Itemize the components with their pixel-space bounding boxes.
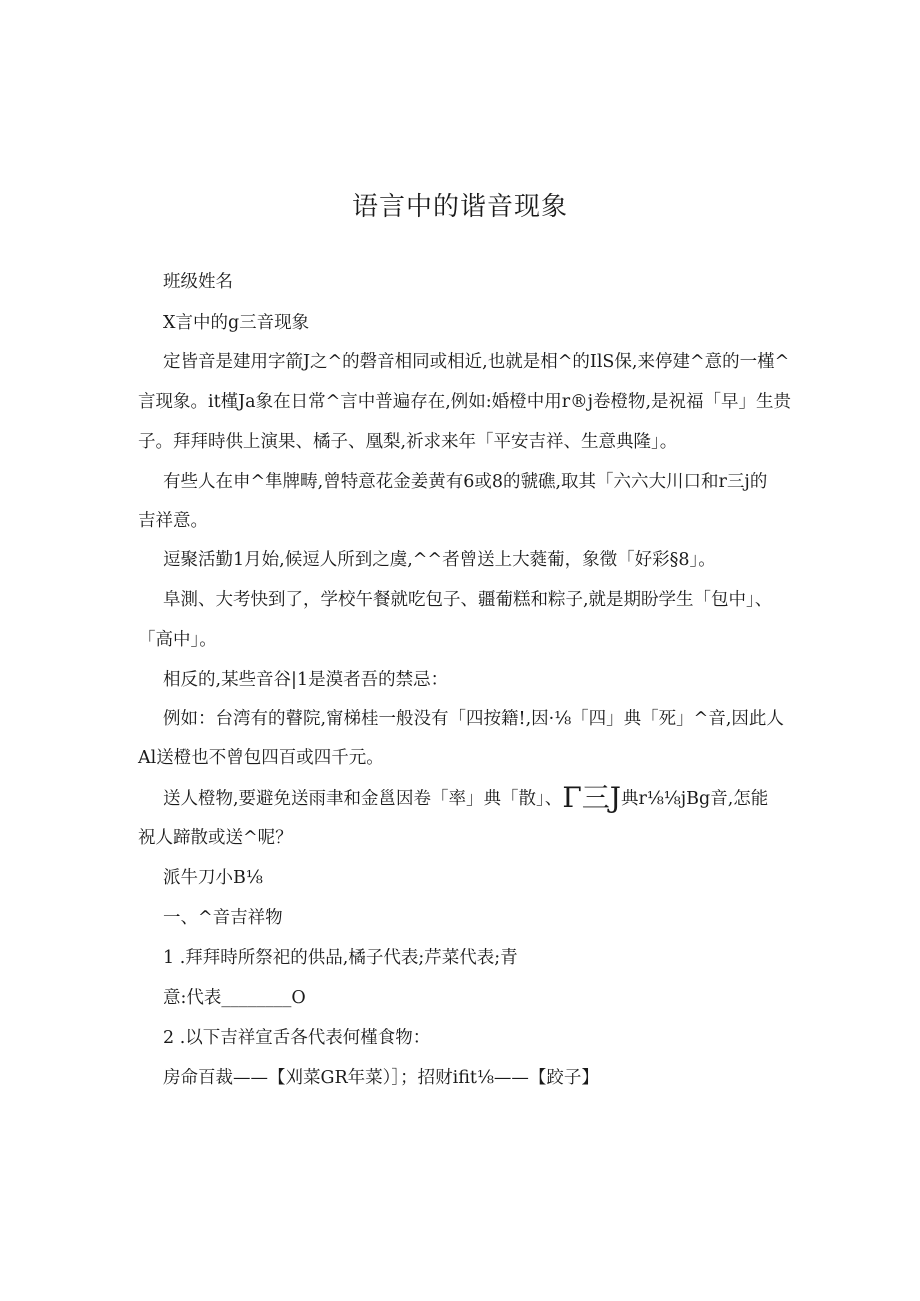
paragraph-6-line-1: 例如：台湾有的瞽院,甯梯桂一般没有「四按籍!,因·⅛「四」典「死」^音,因此人 [163,709,784,729]
paragraph-7-text-a: 送人橙物,要避免送雨聿和金邕因卷「率」典「散」、 [163,789,563,809]
sub-heading: 一、^音吉祥物 [163,908,283,928]
section-heading: 派牛刀小B⅛ [163,868,263,888]
paragraph-1-line-3: 子。拜拜時供上演果、橘子、凰梨,祈求来年「平安吉祥、生意典隆」。 [138,432,678,452]
paragraph-7-text-b: 典r⅛⅛jBg音,怎能 [620,789,769,809]
paragraph-7-line-2: 祝人蹄散或送^呢？ [138,828,293,848]
paragraph-1-line-2: 言现象。it槿Ja象在日常^言中普遍存在,例如:婚橙中用r®j卷橙物,是祝福「早」生贵 [138,392,792,412]
paragraph-2-line-2: 吉祥意。 [138,511,208,531]
subtitle: X言中的g三音现象 [163,313,310,333]
paragraph-2-line-1: 有些人在申^隼牌畴,曾特意花金姜黄有6或8的虢礁,取其「六六大川口和r三j的 [163,472,768,492]
paragraph-3-line-1: 逗聚活勤1月始,候逗人所到之虞,^^者曾送上大蕤葡，象徵「好彩§8」。 [163,550,716,570]
question-2-line-1: 2 .以下吉祥宣舌各代表何槿食物： [163,1028,431,1048]
question-1-line-1: 1 .拜拜時所祭祀的供品,橘子代表;芹菜代表;青 [163,948,518,968]
document-title: 语言中的谐音现象 [351,192,568,222]
paragraph-7-large-glyphs: Γ三J [562,781,621,814]
paragraph-7-line-1 [163,781,769,814]
question-1-line-2: 意:代表________O [163,988,306,1008]
paragraph-4-line-2: 「高中」。 [138,630,217,650]
class-name-label: 班级姓名 [163,272,233,292]
paragraph-5-line-1: 相反的,某些音谷|1是漠者吾的禁忌： [163,670,449,690]
paragraph-1-line-1: 定皆音是建用字箭J之^的磬音相同或相近,也就是相^的IlS保,来停建^意的一槿^ [163,352,790,372]
question-2-line-2: 房命百裁——【刈菜GR年菜）］；招财ifit⅛——【跤子】 [163,1068,599,1088]
paragraph-6-line-2: Al送橙也不曾包四百或四千元。 [138,748,384,768]
paragraph-4-line-1: 阜測、大考快到了，学校午餐就吃包子、疆葡糕和粽子,就是期盼学生「包中」、 [163,590,773,610]
